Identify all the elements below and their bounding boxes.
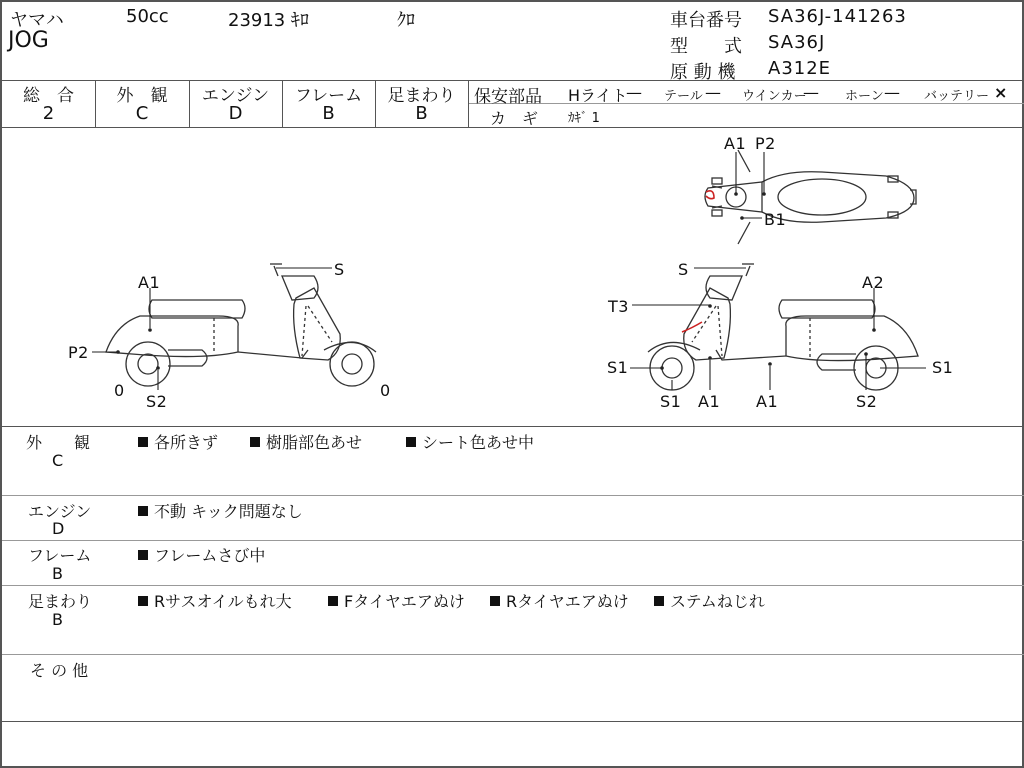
label-right-t3: T3	[608, 297, 629, 316]
safety-tail-mark: —	[705, 83, 721, 102]
label-right-a2: A2	[862, 273, 885, 292]
safety-tail: テール	[664, 89, 703, 104]
note-item: Rサスオイルもれ大	[138, 589, 292, 612]
safety-battery-mark: ×	[994, 83, 1008, 102]
note-category-other: そ の 他	[30, 661, 89, 680]
divider	[2, 721, 1024, 722]
grade-value-overall: 2	[42, 103, 55, 124]
note-grade-frame: B	[52, 564, 63, 583]
grade-value-engine: D	[228, 103, 243, 124]
grade-value-frame: B	[322, 103, 335, 124]
note-category-suspension: 足まわり	[28, 592, 93, 611]
divider	[2, 495, 1024, 496]
displacement: 50cc	[126, 6, 169, 27]
label-right-a1-mid: A1	[756, 392, 779, 411]
note-category-exterior: 外 観	[26, 433, 91, 452]
label-right-s1-bottom: S1	[660, 392, 682, 411]
note-grade-suspension: B	[52, 610, 63, 629]
label-right-s1-front: S1	[607, 358, 629, 377]
label-left-s2: S2	[146, 392, 168, 411]
label-right-s1-rear: S1	[932, 358, 954, 377]
safety-winker: ウインカー	[742, 89, 807, 104]
safety-winker-mark: —	[803, 83, 819, 102]
grade-label-frame: フレーム	[294, 86, 363, 106]
label-left-front-zero: 0	[380, 381, 391, 400]
scooter-top-view	[705, 150, 916, 244]
label-top-a1: A1	[724, 134, 747, 153]
note-category-engine: エンジン	[28, 502, 92, 521]
grade-label-engine: エンジン	[201, 86, 270, 106]
grade-label-overall: 総 合	[23, 86, 74, 106]
model-name: JOG	[8, 28, 49, 53]
grade-value-suspension: B	[415, 103, 428, 124]
label-right-s2: S2	[856, 392, 878, 411]
engine-label: 原 動 機	[670, 62, 736, 83]
grade-value-exterior: C	[135, 103, 149, 124]
safety-headlight: Hライト	[568, 86, 628, 105]
label-top-p2: P2	[755, 134, 776, 153]
label-right-s: S	[678, 260, 689, 279]
divider	[2, 426, 1024, 427]
safety-label: 保安部品	[474, 87, 542, 107]
divider	[2, 540, 1024, 541]
divider	[2, 585, 1024, 586]
grade-label-suspension: 足まわり	[387, 86, 456, 106]
label-left-s: S	[334, 260, 345, 279]
maker: ヤマハ	[10, 10, 64, 31]
key-value: ｶｷﾞ 1	[568, 111, 600, 126]
grade-label-exterior: 外 観	[116, 86, 168, 106]
note-item: 各所きず	[138, 430, 218, 453]
note-item: 不動 キック問題なし	[138, 499, 303, 522]
safety-horn-mark: —	[884, 83, 900, 102]
divider	[2, 654, 1024, 655]
note-item: 樹脂部色あせ	[250, 430, 362, 453]
note-item: ステムねじれ	[654, 589, 765, 612]
note-grade-exterior: C	[52, 451, 64, 470]
divider	[468, 80, 469, 127]
note-category-frame: フレーム	[28, 546, 92, 565]
label-top-b1: B1	[764, 210, 787, 229]
label-left-p2: P2	[68, 343, 89, 362]
mileage: 23913 ｷﾛ	[228, 10, 309, 31]
frame-no-label: 車台番号	[670, 10, 742, 31]
type-value: SA36J	[768, 32, 826, 53]
safety-battery: バッテリー	[924, 89, 990, 104]
frame-no: SA36J-141263	[768, 6, 907, 27]
note-item: シート色あせ中	[406, 430, 534, 453]
label-left-rear-zero: 0	[114, 381, 125, 400]
note-grade-engine: D	[52, 519, 65, 538]
safety-headlight-mark: —	[626, 83, 642, 102]
color: ｸﾛ	[397, 10, 415, 31]
engine-value: A312E	[768, 58, 832, 79]
note-item: フレームさび中	[138, 543, 265, 566]
note-item: Rタイヤエアぬけ	[490, 589, 629, 612]
type-label: 型 式	[670, 36, 742, 57]
safety-horn: ホーン	[845, 89, 884, 104]
note-item: Fタイヤエアぬけ	[328, 589, 465, 612]
label-left-a1: A1	[138, 273, 161, 292]
label-right-a1-front: A1	[698, 392, 721, 411]
key-label: カ ギ	[490, 109, 539, 128]
